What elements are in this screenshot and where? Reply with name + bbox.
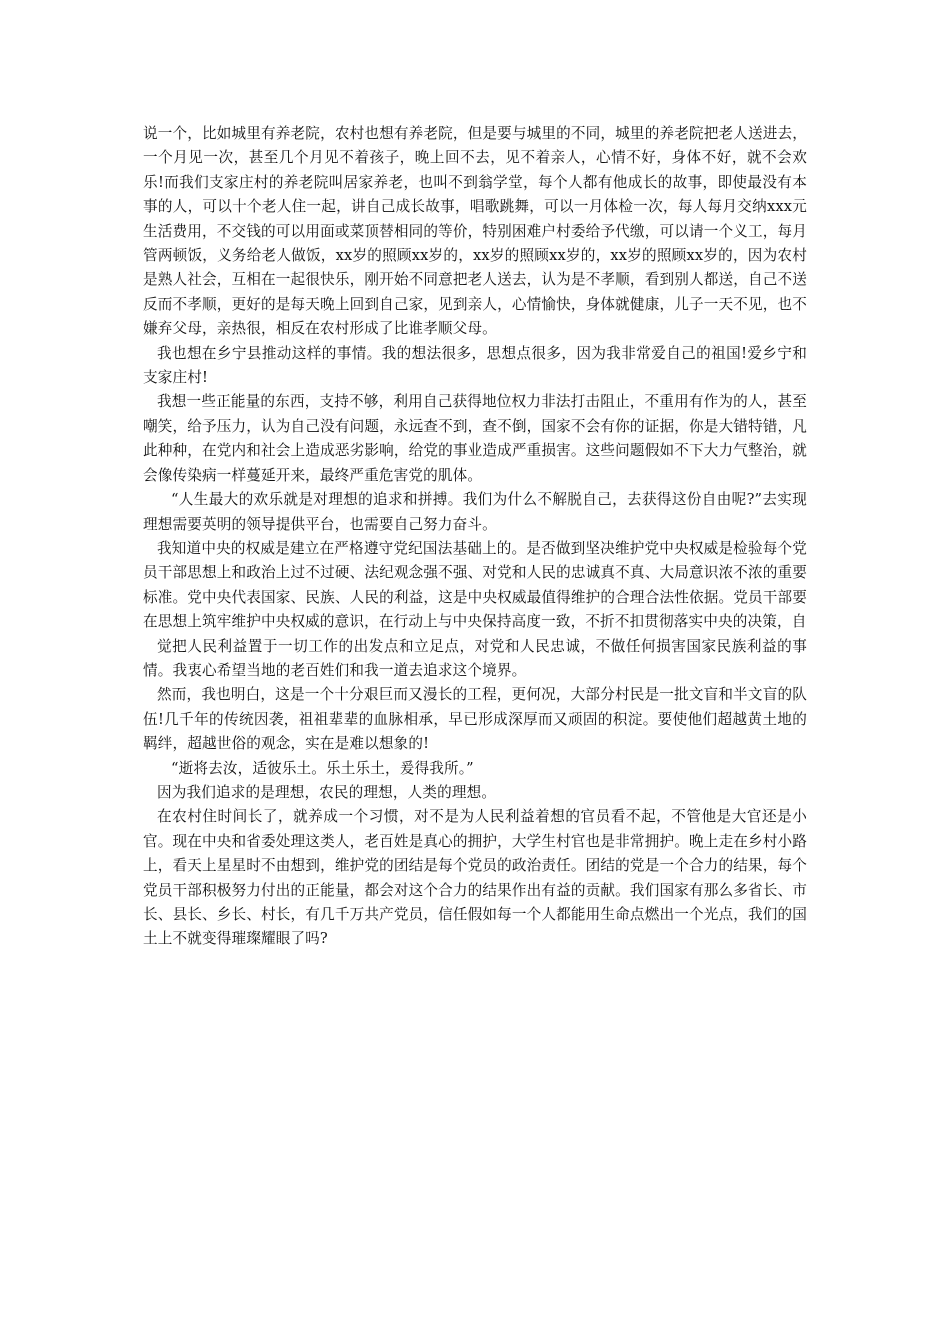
paragraph-positive-energy: 我想一些正能量的东西，支持不够，利用自己获得地位权力非法打击阻止，不重用有作为的人，甚至嘲笑，给予压力，认为自己没有问题，永远查不到，查不倒，国家不会有你的证据，你是大错特错，凡此种种，在党内和社会上造成恶劣影响，给党的事业造成严重损害。这些问题假如不下大力气整治，就会像传染病一样蔓延开来，最终严重危害党的肌体。 (143, 393, 807, 484)
paragraph-elderly-care: 说一个，比如城里有养老院，农村也想有养老院，但是要与城里的不同，城里的养老院把老人送进去，一个月见一次，甚至几个月见不着孩子，晚上回不去，见不着亲人，心情不好，身体不好，就不会欢乐!而我们支家庄村的养老院叫居家养老，也叫不到翁学堂，每个人都有他成长的故事，即使最没有本事的人，可以十个老人住一起，讲自己成长故事，唱歌跳舞，可以一月体检一次，每人每月交纳xxx元生活费用，不交钱的可以用面或菜顶替相同的等价，特别困难户村委给予代缴，可以请一个义工，每月管两顿饭，义务给老人做饭，xx岁的照顾xx岁的，xx岁的照顾xx岁的，xx岁的照顾xx岁的，因为农村是熟人社会，互相在一起很快乐，刚开始不同意把老人送去，认为是不孝顺，看到别人都送，自己不送反而不孝顺，更好的是每天晚上回到自己家，见到亲人，心情愉快，身体就健康，儿子一天不见，也不嫌弃父母，亲热很，相反在农村形成了比谁孝顺父母。 (143, 125, 807, 338)
document-body (143, 122, 807, 952)
paragraph-poem-quote: “逝将去汝，适彼乐土。乐土乐土，爰得我所。” (171, 759, 474, 777)
paragraph-xiangning-wish: 我也想在乡宁县推动这样的事情。我的想法很多，思想点很多，因为我非常爱自己的祖国!爱乡宁和支家庄村! (143, 344, 807, 387)
paragraph-central-authority: 我知道中央的权威是建立在严格遵守党纪国法基础上的。是否做到坚决维护党中央权威是检验每个党员干部思想上和政治上过不过硬、法纪观念强不强、对党和人民的忠诚真不真、大局意识浓不浓的重要标准。党中央代表国家、民族、人民的利益，这是中央权威最值得维护的合理合法性依据。党员干部要在思想上筑牢维护中央权威的意识，在行动上与中央保持高度一致，不折不扣贯彻落实中央的决策，自 (143, 539, 807, 631)
paragraph-party-unity: 在农村住时间长了，就养成一个习惯，对不是为人民利益着想的官员看不起，不管他是大官还是小官。现在中央和省委处理这类人，老百姓是真心的拥护，大学生村官也是非常拥护。晚上走在乡村小路上，看天上星星时不由想到，维护党的团结是每个党员的政治责任。团结的党是一个合力的结果，每个党员干部积极努力付出的正能量，都会对这个合力的结果作出有益的贡献。我们国家有那么多省长、市长、县长、乡长、村长，有几千万共产党员，信任假如每一个人都能用生命点燃出一个光点，我们的国土上不就变得璀璨耀眼了吗? (143, 808, 807, 948)
paragraph-people-interest: 觉把人民利益置于一切工作的出发点和立足点，对党和人民忠诚，不做任何损害国家民族利益的事情。我衷心希望当地的老百姓们和我一道去追求这个境界。 (143, 637, 807, 679)
paragraph-ideal-quote: “人生最大的欢乐就是对理想的追求和拼搏。我们为什么不解脱自己，去获得这份自由呢?”去实现理想需要英明的领导提供平台，也需要自己努力奋斗。 (143, 491, 807, 533)
paragraph-pursuit-ideal: 因为我们追求的是理想，农民的理想，人类的理想。 (157, 783, 497, 801)
paragraph-difficult-project: 然而，我也明白，这是一个十分艰巨而又漫长的工程，更何况，大部分村民是一批文盲和半文盲的队伍!几千年的传统因袭，祖祖辈辈的血脉相承，早已形成深厚而又顽固的积淀。要使他们超越黄土地的羁绊，超越世俗的观念，实在是难以想象的! (143, 686, 807, 753)
